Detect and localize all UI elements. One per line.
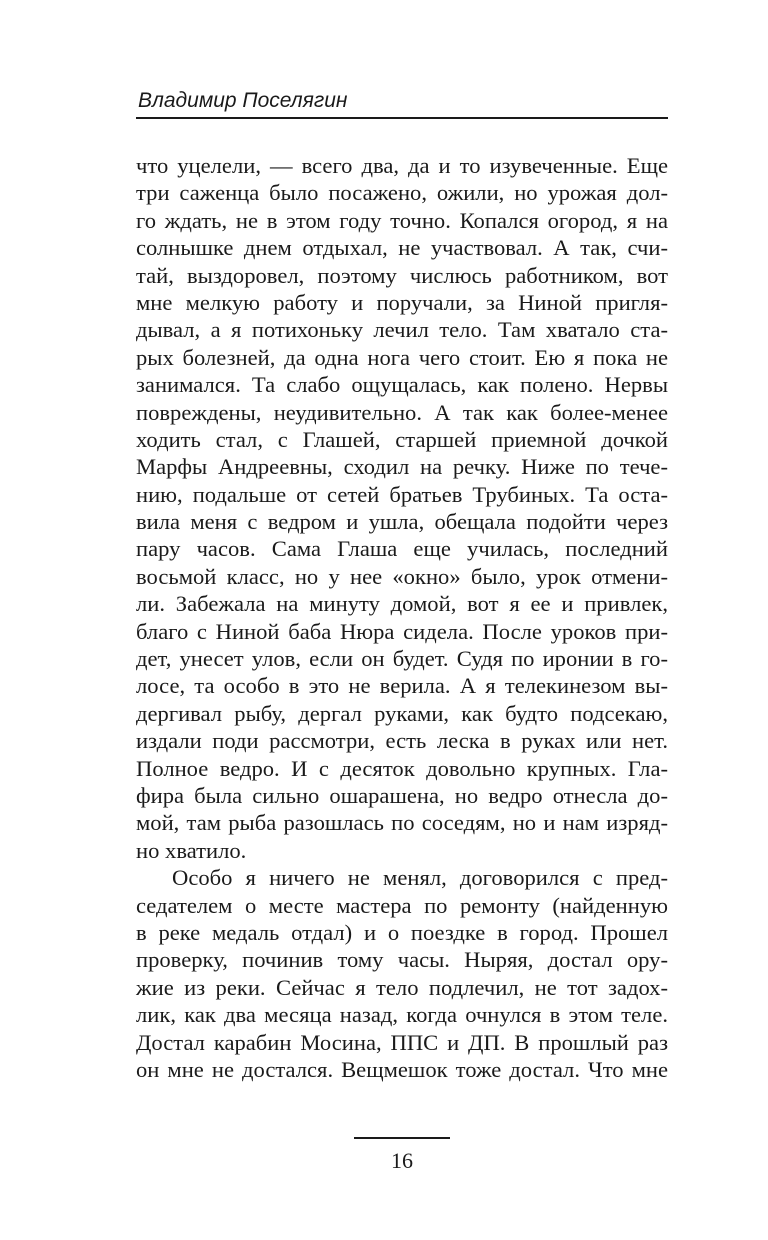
- header-rule: [136, 117, 668, 119]
- text-line: Марфы Андреевны, сходил на речку. Ниже по тече-: [136, 454, 668, 480]
- text-line: что уцелели, — всего два, да и то изувеченные. Еще: [136, 153, 668, 178]
- text-line: в реке медаль отдал) и о поездке в город. Прошел: [136, 919, 668, 945]
- text-line: пару часов. Сама Глаша еще училась, последний: [136, 536, 668, 562]
- text-line: лик, как два месяца назад, когда очнулся в этом теле.: [136, 1002, 668, 1028]
- text-line: мой, там рыба разошлась по соседям, но и нам изряд-: [136, 810, 668, 836]
- text-line: дет, унесет улов, если он будет. Судя по иронии в го-: [136, 646, 668, 672]
- text-line: дывал, а я потихоньку лечил тело. Там хватало ста-: [136, 317, 668, 343]
- text-line: занимался. Та слабо ощущалась, как полено. Нервы: [136, 372, 668, 398]
- text-line: он мне не достался. Вещмешок тоже достал. Что мне: [136, 1056, 668, 1082]
- text-line: восьмой класс, но у нее «окно» было, урок отмени-: [136, 563, 668, 589]
- text-line: нию, подальше от сетей братьев Трубиных. Та оста-: [136, 481, 668, 507]
- text-line: вила меня с ведром и ушла, обещала подойти через: [136, 509, 668, 535]
- text-line: издали поди рассмотри, есть леска в руках или нет.: [136, 728, 668, 754]
- text-line: солнышке днем отдыхал, не участвовал. А так, счи-: [136, 235, 668, 261]
- text-line: повреждены, неудивительно. А так как более-менее: [136, 399, 668, 425]
- text-line: жие из реки. Сейчас я тело подлечил, не тот задох-: [136, 974, 668, 1000]
- footer-rule: [354, 1137, 450, 1139]
- text-line: ходить стал, с Глашей, старшей приемной дочкой: [136, 426, 668, 452]
- text-line: Особо я ничего не менял, договорился с пред-: [172, 865, 668, 891]
- text-line: проверку, починив тому часы. Ныряя, достал ору-: [136, 947, 668, 973]
- author-name: Владимир Поселягин: [138, 89, 348, 112]
- text-line: лосе, та особо в это не верила. А я телекинезом вы-: [136, 673, 668, 699]
- page-number: 16: [391, 1148, 413, 1173]
- body-text: [136, 152, 668, 1083]
- text-line: дергивал рыбу, дергал руками, как будто подсекаю,: [136, 700, 668, 726]
- text-line: рых болезней, да одна нога чего стоит. Ею я пока не: [136, 344, 668, 370]
- text-line: мне мелкую работу и поручали, за Ниной пригля-: [136, 289, 668, 315]
- text-line: Достал карабин Мосина, ППС и ДП. В прошлый раз: [136, 1029, 668, 1055]
- text-line: три саженца было посажено, ожили, но урожая дол-: [136, 180, 668, 206]
- text-line: фира была сильно ошарашена, но ведро отнесла до-: [136, 782, 668, 808]
- text-line: го ждать, не в этом году точно. Копался огород, я на: [136, 207, 668, 233]
- running-head: [138, 88, 668, 114]
- text-line: благо с Ниной баба Нюра сидела. После уроков при-: [136, 618, 668, 644]
- text-line: седателем о месте мастера по ремонту (найденную: [136, 892, 668, 918]
- text-line: но хватило.: [136, 837, 247, 863]
- text-line: ли. Забежала на минуту домой, вот я ее и привлек,: [136, 591, 668, 617]
- text-line: тай, выздоровел, поэтому числюсь работником, вот: [136, 262, 668, 288]
- text-line: Полное ведро. И с десяток довольно крупных. Гла-: [136, 755, 668, 781]
